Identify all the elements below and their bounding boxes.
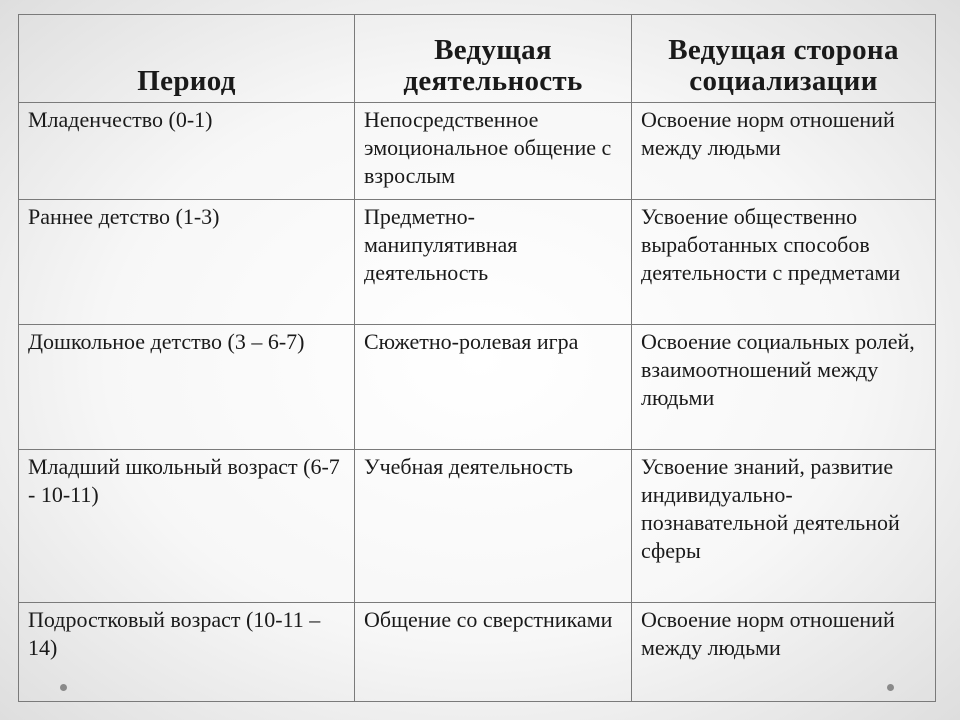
table-row: [19, 325, 936, 450]
cell-socialization: Усвоение знаний, развитие индивидуально-познавательной деятельной сферы: [632, 450, 936, 603]
table-row: [19, 103, 936, 200]
cell-socialization: Освоение норм отношений между людьми: [632, 103, 936, 200]
cell-activity: Общение со сверстниками: [355, 603, 632, 702]
cell-activity: Учебная деятельность: [355, 450, 632, 603]
cell-period: Раннее детство (1-3): [19, 200, 355, 325]
cell-period: Дошкольное детство (3 – 6-7): [19, 325, 355, 450]
header-socialization-side: Ведущая сторона социализации: [632, 15, 936, 103]
header-leading-activity: Ведущая деятельность: [355, 15, 632, 103]
cell-activity: Непосредственное эмоциональное общение с взрослым: [355, 103, 632, 200]
table-body: [19, 103, 936, 702]
cell-socialization: Освоение социальных ролей, взаимоотношений между людьми: [632, 325, 936, 450]
cell-activity: Сюжетно-ролевая игра: [355, 325, 632, 450]
age-periods-table: [18, 14, 936, 702]
cell-activity: Предметно-манипулятивная деятельность: [355, 200, 632, 325]
cell-socialization: Усвоение общественно выработанных способов деятельности с предметами: [632, 200, 936, 325]
cell-socialization: Освоение норм отношений между людьми: [632, 603, 936, 702]
cell-period: Младший школьный возраст (6-7 - 10-11): [19, 450, 355, 603]
table-header: [19, 15, 936, 103]
cell-period: Младенчество (0-1): [19, 103, 355, 200]
table-row: [19, 200, 936, 325]
header-period: Период: [19, 15, 355, 103]
decorative-dot-icon: [887, 684, 894, 691]
header-row: [19, 15, 936, 103]
table-row: [19, 450, 936, 603]
table-row: [19, 603, 936, 702]
decorative-dot-icon: [60, 684, 67, 691]
cell-period: Подростковый возраст (10-11 – 14): [19, 603, 355, 702]
